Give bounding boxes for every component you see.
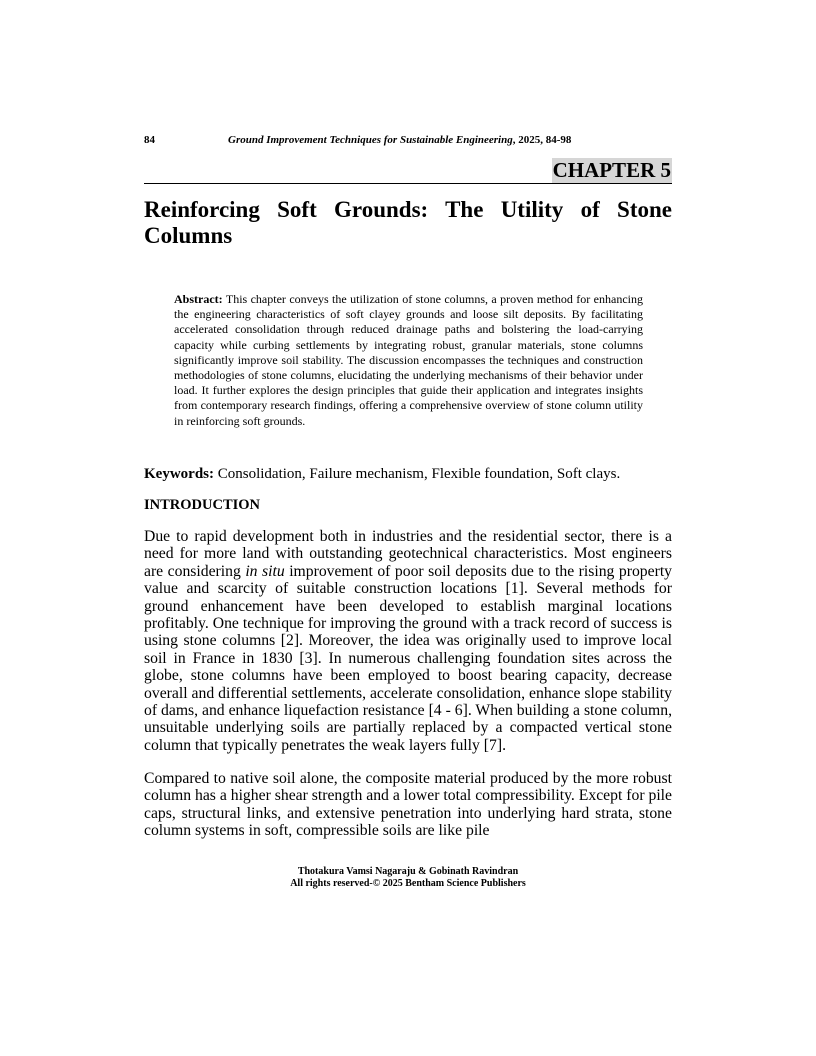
keywords — [144, 465, 672, 483]
abstract — [174, 292, 643, 429]
paragraph-1-italic: in situ — [245, 562, 285, 580]
chapter-title: Reinforcing Soft Grounds: The Utility of Stone Columns — [144, 197, 672, 248]
section-heading: INTRODUCTION — [144, 497, 261, 513]
paragraph-1-part-b: improvement of poor soil deposits due to the rising property value and scarcity of suitable construction locations [1]. Several methods for ground enhancement have been developed to establish marginal locations profitably. One technique for improving the ground with a track record of success is using stone columns [2]. Moreover, the idea was originally used to improve local soil in France in 1830 [3]. In numerous challenging foundation sites across the globe, stone columns have been employed to boost bearing capacity, decrease overall and differential settlements, accelerate consolidation, enhance slope stability of dams, and enhance liquefaction resistance [4 - 6]. When building a stone column, unsuitable underlying soils are partially replaced by a compacted vertical stone column that typically penetrates the weak layers fully [7]. — [144, 562, 673, 754]
abstract-label: Abstract: — [174, 292, 223, 306]
journal-title — [228, 133, 571, 147]
body-paragraph-1 — [144, 528, 672, 754]
body-paragraph-2: Compared to native soil alone, the composite material produced by the more robust column has a higher shear strength and a lower total compressibility. Except for pile caps, structural links, and extensive penetration into underlying hard strata, stone column systems in soft, compressible soils are like pile — [144, 770, 672, 840]
page-number: 84 — [144, 134, 155, 146]
paragraph-1-part-a: Due to rapid development both in industries and the residential sector, there is a need for more land with outstanding geotechnical characteristics. Most engineers are considering — [144, 528, 672, 580]
page-footer — [144, 866, 672, 890]
chapter-label: CHAPTER 5 — [552, 158, 671, 182]
footer-authors: Thotakura Vamsi Nagaraju & Gobinath Ravindran — [297, 866, 519, 877]
journal-year-pages: , 2025, 84-98 — [512, 134, 572, 146]
footer-rights: All rights reserved-© 2025 Bentham Science Publishers — [290, 878, 526, 889]
abstract-text: This chapter conveys the utilization of stone columns, a proven method for enhancing the engineering characteristics of soft clayey grounds and loose silt deposits. By facilitating accelerated consolidation through reduced drainage paths and bolstering the load-carrying capacity while curbing settlements by integrating robust, granular materials, stone columns significantly improve soil stability. The discussion encompasses the techniques and construction methodologies of stone columns, elucidating the underlying mechanisms of their behavior under load. It further explores the design principles that guide their application and integrates insights from contemporary research findings, offering a comprehensive overview of stone column utility in reinforcing soft grounds. — [174, 292, 643, 428]
keywords-label: Keywords: — [144, 466, 214, 482]
journal-name: Ground Improvement Techniques for Sustainable Engineering — [228, 134, 513, 146]
chapter-rule — [144, 158, 672, 184]
keywords-text: Consolidation, Failure mechanism, Flexible foundation, Soft clays. — [217, 466, 621, 482]
